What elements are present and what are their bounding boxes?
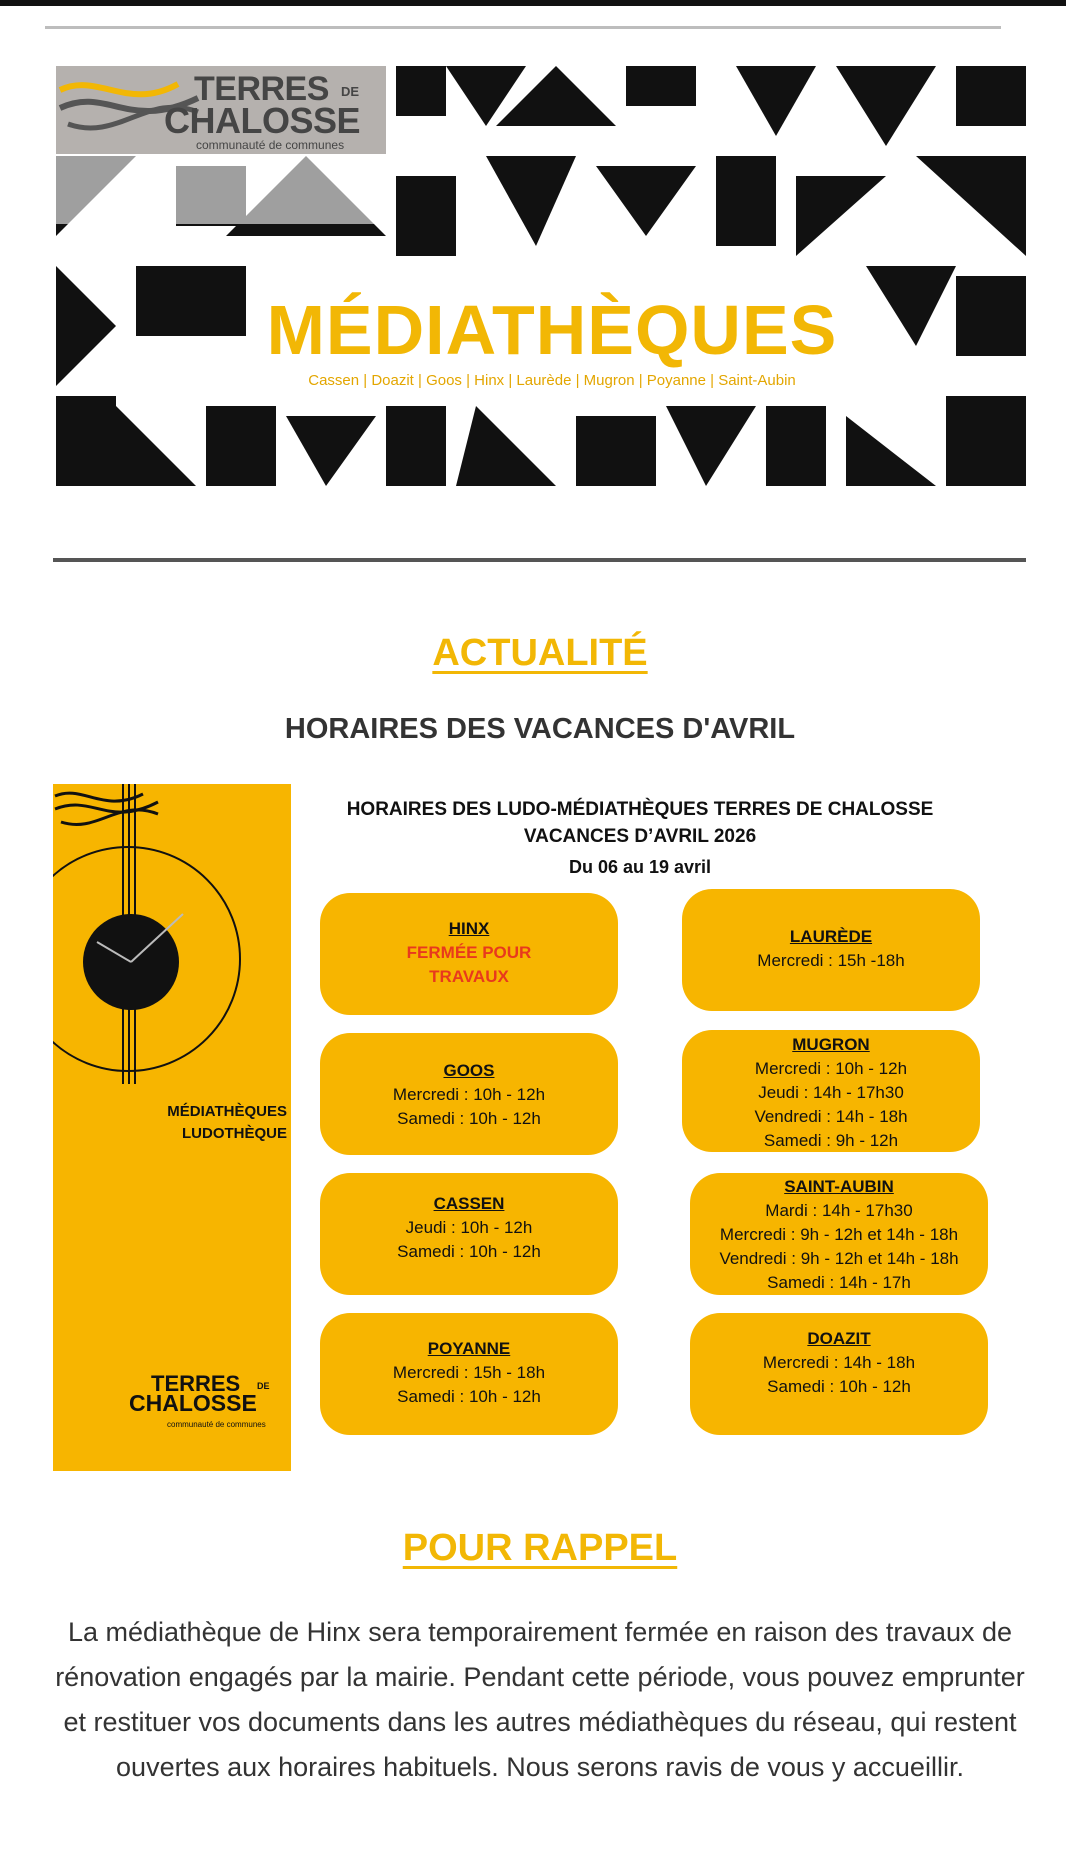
pattern-tile xyxy=(736,66,816,136)
pattern-tile xyxy=(626,66,696,106)
side-label-line1: MÉDIATHÈQUES xyxy=(167,1103,287,1120)
pattern-tile xyxy=(486,156,576,246)
pattern-tile xyxy=(836,66,936,146)
pattern-tile xyxy=(766,406,826,486)
library-card-mugron xyxy=(682,1030,980,1152)
poster-logo-subtitle: communauté de communes xyxy=(167,1420,266,1429)
mediatheques-banner xyxy=(56,66,1026,486)
logo-de-text: DE xyxy=(341,84,360,99)
horaires-heading: HORAIRES DES VACANCES D'AVRIL xyxy=(284,713,796,745)
side-label-line2: LUDOTHÈQUE xyxy=(182,1125,287,1142)
library-name: HINX xyxy=(448,919,490,938)
logo-subtitle: communauté de communes xyxy=(196,138,345,152)
library-name: SAINT-AUBIN xyxy=(784,1177,894,1196)
banner-communes: Cassen | Doazit | Goos | Hinx | Laurède | Mugron | Poyanne | Saint-Aubin xyxy=(308,372,796,389)
poster-logo-de: DE xyxy=(257,1381,270,1391)
hours-line: Mercredi : 15h -18h xyxy=(757,951,905,970)
hours-line: Mercredi : 10h - 12h xyxy=(754,1059,908,1078)
library-name: DOAZIT xyxy=(807,1329,871,1348)
banner-title-box xyxy=(254,284,850,400)
pattern-tile xyxy=(846,416,936,486)
poster-logo-chalosse: CHALOSSE xyxy=(129,1390,257,1416)
actualite-heading: ACTUALITÉ xyxy=(432,632,648,674)
poster-side-label xyxy=(127,1101,287,1145)
library-card-doazit xyxy=(690,1313,988,1435)
pattern-tile xyxy=(946,396,1026,486)
banner-title: MÉDIATHÈQUES xyxy=(266,291,838,369)
library-card-poyanne xyxy=(320,1313,618,1435)
poster-side-panel xyxy=(53,784,291,1471)
pattern-tile xyxy=(206,406,276,486)
hours-line: Vendredi : 14h - 18h xyxy=(754,1107,908,1126)
library-card-laurede xyxy=(682,889,980,1011)
logo-terres-text: TERRES xyxy=(194,70,329,108)
hours-line: Samedi : 10h - 12h xyxy=(397,1242,541,1261)
poster-logo-terres: TERRES xyxy=(151,1371,241,1396)
pattern-tile xyxy=(286,416,376,486)
poster-title-line2: VACANCES D’AVRIL 2026 xyxy=(523,826,757,847)
hours-line: Jeudi : 10h - 12h xyxy=(405,1218,533,1237)
pattern-tile xyxy=(136,266,246,336)
pattern-tile xyxy=(666,406,756,486)
hours-line: Mercredi : 9h - 12h et 14h - 18h xyxy=(719,1225,959,1244)
pattern-tile xyxy=(456,406,556,486)
pattern-tile xyxy=(396,176,456,256)
hours-line: Samedi : 9h - 12h xyxy=(763,1131,899,1150)
pattern-tile xyxy=(396,66,446,116)
pattern-tile xyxy=(56,396,116,486)
hours-line: Mercredi : 15h - 18h xyxy=(392,1363,546,1382)
library-name: MUGRON xyxy=(792,1035,870,1054)
pattern-tile xyxy=(716,156,776,246)
logo-backdrop xyxy=(56,154,386,224)
pattern-tile xyxy=(386,406,446,486)
library-name: CASSEN xyxy=(433,1194,505,1213)
section-divider xyxy=(53,558,1026,562)
library-card-hinx xyxy=(320,893,618,1015)
pattern-tile xyxy=(596,166,696,236)
library-card-cassen xyxy=(320,1173,618,1295)
pattern-tile xyxy=(956,276,1026,356)
pattern-tile xyxy=(116,406,196,486)
pattern-tile xyxy=(956,66,1026,126)
terres-de-chalosse-logo xyxy=(56,66,386,154)
rappel-heading: POUR RAPPEL xyxy=(402,1527,678,1569)
closed-notice: FERMÉE POUR TRAVAUX xyxy=(406,943,532,986)
poster-swoosh-icon xyxy=(53,784,163,834)
hours-line: Vendredi : 9h - 12h et 14h - 18h xyxy=(719,1249,959,1268)
library-card-saint-aubin xyxy=(690,1173,988,1295)
pattern-tile xyxy=(796,176,886,256)
pattern-tile xyxy=(866,266,956,346)
library-name: POYANNE xyxy=(427,1339,511,1358)
hours-line: Jeudi : 14h - 17h30 xyxy=(758,1083,904,1102)
top-border xyxy=(0,0,1066,6)
hours-line: Mercredi : 10h - 12h xyxy=(392,1085,546,1104)
library-card-goos xyxy=(320,1033,618,1155)
poster-title-line1: HORAIRES DES LUDO-MÉDIATHÈQUES TERRES DE CHALOSSE xyxy=(346,799,934,820)
library-name: LAURÈDE xyxy=(789,927,873,946)
hours-line: Mardi : 14h - 17h30 xyxy=(765,1201,913,1220)
top-divider xyxy=(45,26,1001,29)
poster-title xyxy=(300,796,980,884)
poster-dates: Du 06 au 19 avril xyxy=(568,857,712,877)
hours-line: Mercredi : 14h - 18h xyxy=(762,1353,916,1372)
pattern-tile xyxy=(576,416,656,486)
hours-line: Samedi : 14h - 17h xyxy=(767,1273,911,1292)
hours-line: Samedi : 10h - 12h xyxy=(397,1387,541,1406)
hours-line: Samedi : 10h - 12h xyxy=(397,1109,541,1128)
library-name: GOOS xyxy=(443,1061,495,1080)
rappel-paragraph: La médiathèque de Hinx sera temporairement fermée en raison des travaux de rénovation engagés par la mairie. Pendant cette période, vous pouvez emprunter et restituer vos documents dans les autres médiathèques du réseau, qui restent ouvertes aux horaires habituels. Nous serons ravis de vous y accueillir. xyxy=(55,1617,1025,1782)
hours-line: Samedi : 10h - 12h xyxy=(767,1377,911,1396)
pattern-tile xyxy=(56,266,116,386)
logo-chalosse-text: CHALOSSE xyxy=(164,100,361,141)
pattern-tile xyxy=(916,156,1026,256)
